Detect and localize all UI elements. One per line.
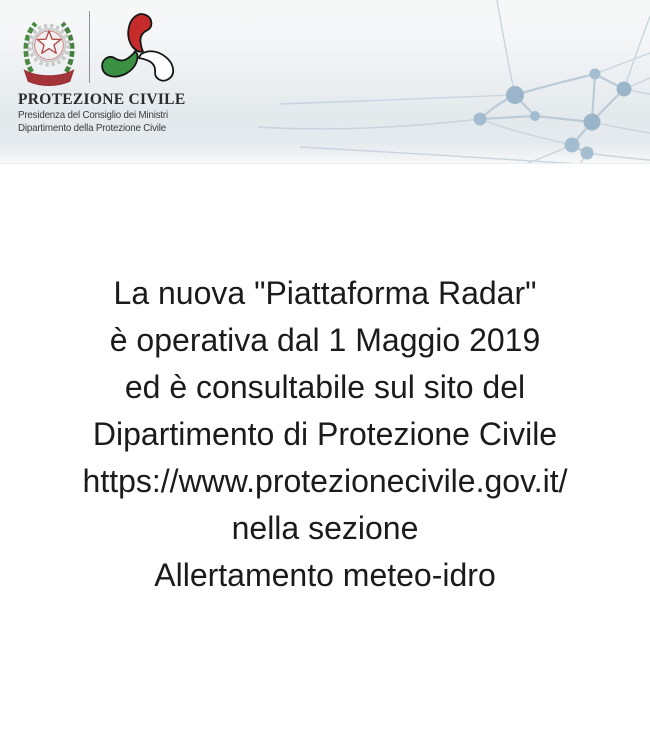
italian-republic-emblem-icon: [18, 11, 80, 89]
network-plexus-icon: [250, 0, 650, 164]
org-subtitle-presidenza: Presidenza del Consiglio dei Ministri: [18, 109, 168, 121]
announcement-block: [0, 165, 650, 599]
announcement-url-text: https://www.protezionecivile.gov.it/: [82, 463, 568, 499]
announcement-line-2: è operativa dal 1 Maggio 2019: [109, 322, 541, 358]
brand-logos: [18, 8, 185, 90]
announcement-line-6: nella sezione: [231, 510, 419, 546]
announcement-line-1: La nuova "Piattaforma Radar": [113, 275, 537, 311]
announcement-line-3: ed è consultabile sul sito del: [124, 369, 526, 405]
logo-divider: [89, 11, 90, 83]
page-header: [0, 0, 650, 164]
protezione-civile-logo-icon: [99, 8, 179, 88]
org-subtitle-dipartimento: Dipartimento della Protezione Civile: [18, 121, 167, 134]
org-name: PROTEZIONE CIVILE: [18, 91, 186, 108]
announcement-line-7: Allertamento meteo-idro: [154, 557, 496, 593]
brand-block: [18, 8, 185, 134]
announcement-line-4: Dipartimento di Protezione Civile: [92, 416, 558, 452]
